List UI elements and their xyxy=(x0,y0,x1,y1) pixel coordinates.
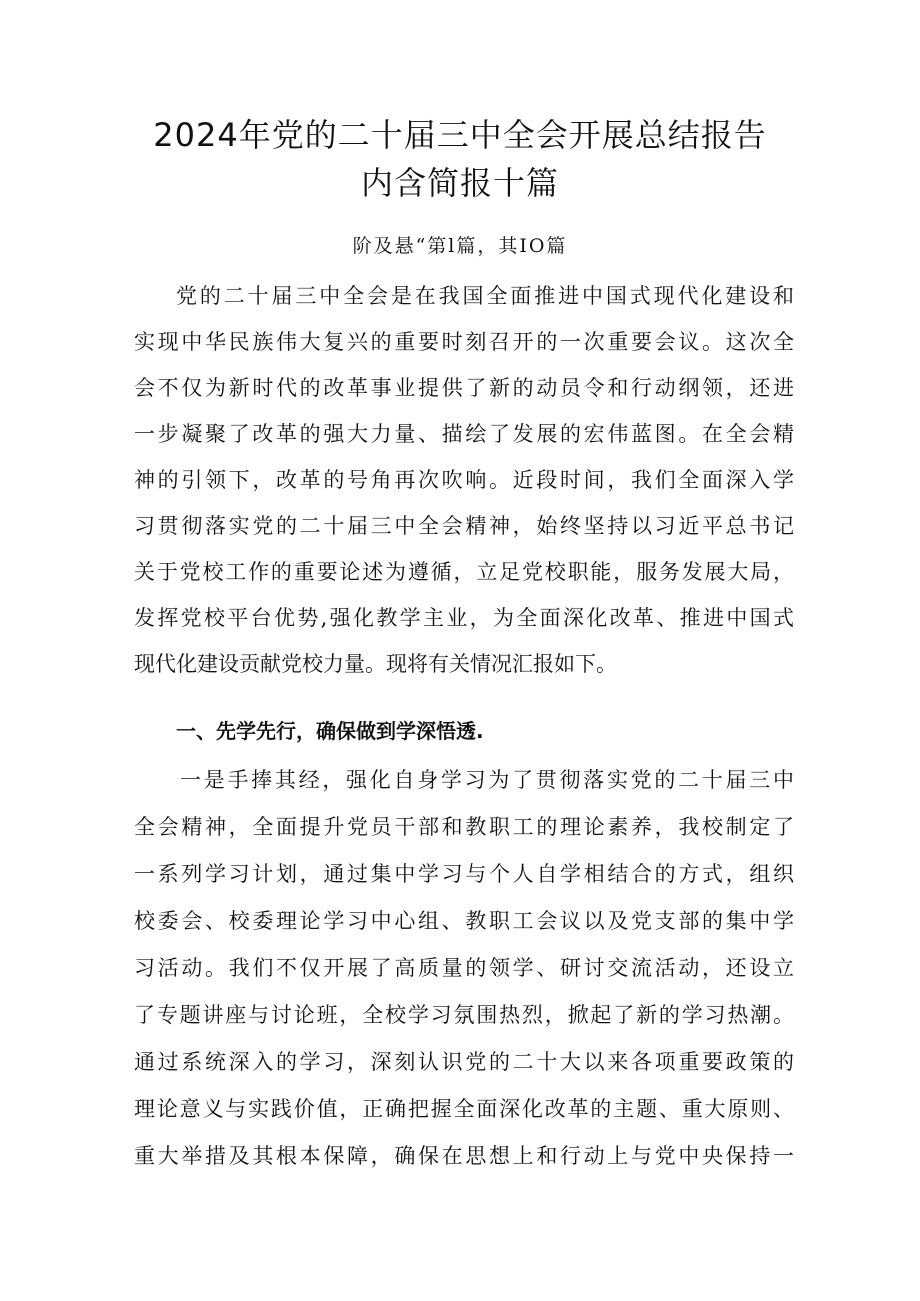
section-heading: 一、先学先行，确保做到学深悟透. xyxy=(176,719,484,743)
paragraph-line: 习活动。我们不仅开展了高质量的领学、研讨交流活动，还设立 xyxy=(134,956,794,980)
paragraph-line: 一是手捧其经，强化自身学习为了贯彻落实党的二十届三中 xyxy=(180,768,794,792)
paragraph-line: 通过系统深入的学习，深刻认识党的二十大以来各项重要政策的 xyxy=(134,1050,794,1074)
paragraph-line: 一系列学习计划，通过集中学习与个人自学相结合的方式，组织 xyxy=(134,862,794,886)
paragraph-line: 关于党校工作的重要论述为遵循，立足党校职能，服务发展大局， xyxy=(134,560,794,584)
paragraph-line: 了专题讲座与讨论班，全校学习氛围热烈，掀起了新的学习热潮。 xyxy=(134,1003,794,1027)
paragraph-line: 一步凝聚了改革的强大力量、描绘了发展的宏伟蓝图。在全会精 xyxy=(134,422,794,446)
document-title-line1: 2024年党的二十届三中全会开展总结报告 xyxy=(153,116,767,154)
paragraph-line: 会不仅为新时代的改革事业提供了新的动员令和行动纲领，还进 xyxy=(134,376,794,400)
paragraph-line: 党的二十届三中全会是在我国全面推进中国式现代化建设和 xyxy=(176,284,794,308)
paragraph-line: 实现中华民族伟大复兴的重要时刻召开的一次重要会议。这次全 xyxy=(134,330,794,354)
paragraph-line: 神的引领下，改革的号角再次吹响。近段时间，我们全面深入学 xyxy=(134,468,794,492)
paragraph-line: 全会精神，全面提升党员干部和教职工的理论素养，我校制定了 xyxy=(134,815,794,839)
paragraph-line: 发挥党校平台优势,强化教学主业，为全面深化改革、推进中国式 xyxy=(134,606,794,630)
paragraph-line: 习贯彻落实党的二十届三中全会精神，始终坚持以习近平总书记 xyxy=(134,514,794,538)
document-subtitle: 阶及悬“第l篇，其IO篇 xyxy=(352,235,568,257)
paragraph-line: 校委会、校委理论学习中心组、教职工会议以及党支部的集中学 xyxy=(134,909,794,933)
paragraph-line: 现代化建设贡献党校力量。现将有关情况汇报如下。 xyxy=(134,652,617,676)
paragraph-line: 理论意义与实践价值，正确把握全面深化改革的主题、重大原则、 xyxy=(134,1097,794,1121)
paragraph-line: 重大举措及其根本保障，确保在思想上和行动上与党中央保持一 xyxy=(134,1144,794,1168)
document-title-line2: 内含简报十篇 xyxy=(360,164,559,202)
